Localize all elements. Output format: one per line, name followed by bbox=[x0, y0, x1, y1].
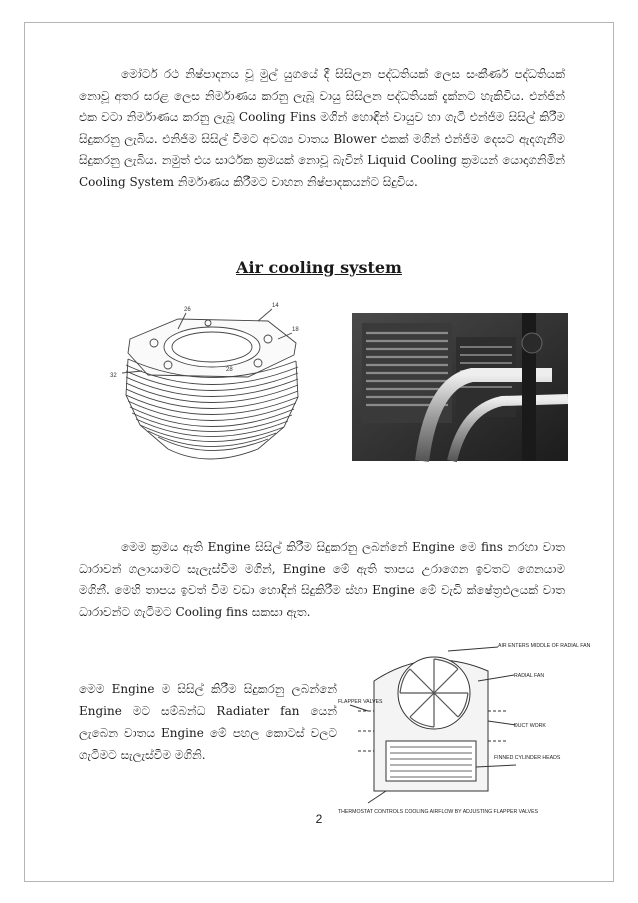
radial-fan-diagram bbox=[338, 641, 591, 819]
fins-paragraph bbox=[79, 537, 565, 623]
section-heading: Air cooling system bbox=[236, 258, 402, 277]
radiater-paragraph: මෙම Engine ම සිසිල් කිරීම සිදුකරනු ලබන්නේ Engine මට සම්බන්ධ Radiater fan යෙන් ලැබෙන වාතය Engine මේ පහල කොටස් වලට ගැටීමට සැලැස්වීම මගිනි. bbox=[79, 682, 337, 762]
engine-photo bbox=[352, 313, 568, 461]
fins-text: මෙම ක්‍රමය ඇති Engine සිසිල් කිරීම සිදුකරනු ලබන්නේ Engine මෙ fins නරහා වාත ධාරාවන් ගලායාමට සැලැස්වීම මගින්, Engine මේ ඇති තාපය උරාගෙන ඉවතට ගෙනයාම මගිනී. මෙහි තාපය ඉවත් වීම වඩා හොඳින් සිදුකිරීම ස්හා Engine මේ වැඩි ක්ෂේත්‍රඵලයක් වාත ධාරාවන්ට ගැටීමට Cooling fins සකසා ඇත. bbox=[79, 540, 565, 619]
radial-label-flapper: FLAPPER VALVES bbox=[338, 699, 383, 705]
cylinder-label: 28 bbox=[226, 367, 233, 373]
radial-label-thermostat: THERMOSTAT CONTROLS COOLING AIRFLOW BY ADJUSTING FLAPPER VALVES bbox=[338, 809, 539, 815]
cylinder-label: 32 bbox=[110, 373, 117, 379]
finned-cylinder-drawing bbox=[108, 299, 308, 475]
radial-label-air-enters: AIR ENTERS MIDDLE OF RADIAL FAN bbox=[498, 643, 591, 649]
radial-label-fan: RADIAL FAN bbox=[514, 673, 545, 679]
intro-paragraph bbox=[79, 64, 565, 194]
radial-label-duct: DUCT WORK bbox=[514, 723, 546, 729]
cylinder-label: 18 bbox=[292, 327, 299, 333]
intro-text: මෝටර් රථ නිෂ්පාදනය වූ මුල් යුගයේ දී සිසිලන පද්ධතියක් ලෙස සංකීර්ණ පද්ධතියක් නොවූ අතර සරළ ලෙස නිර්මාණය කරනු ලැබූ වායු සිසිලන පද්ධතියක් දැක්නට හැකිවිය. එන්ජින් එක වටා නිර්මාණය කරනු ලැබූ Cooling Fins මගින් හොඳින් වායුව හා ගැටී එන්ජිම සිසිල් කිරීම සිදුකරනු ලැබිය. එනිජිම සිසිල් වීමට අවශ්‍ය වාතය Blower එකක් මගින් එන්ජිම දෙසට ඇදගැනීම සිදුකරනු ලැබිය. නමුත් එය සාර්ථක ක්‍රමයක් නොවූ බැවින් Liquid Cooling ක්‍රමයන් යොදාගනිමින් Cooling System නිර්මාණය කිරීමට වාහන නිෂ්පාදකයන්ට සිදුවිය. bbox=[79, 67, 565, 189]
cylinder-label: 14 bbox=[272, 303, 279, 309]
radial-label-finned: FINNED CYLINDER HEADS bbox=[494, 755, 561, 761]
cylinder-label: 26 bbox=[184, 307, 191, 313]
page-number: 2 bbox=[315, 812, 323, 826]
